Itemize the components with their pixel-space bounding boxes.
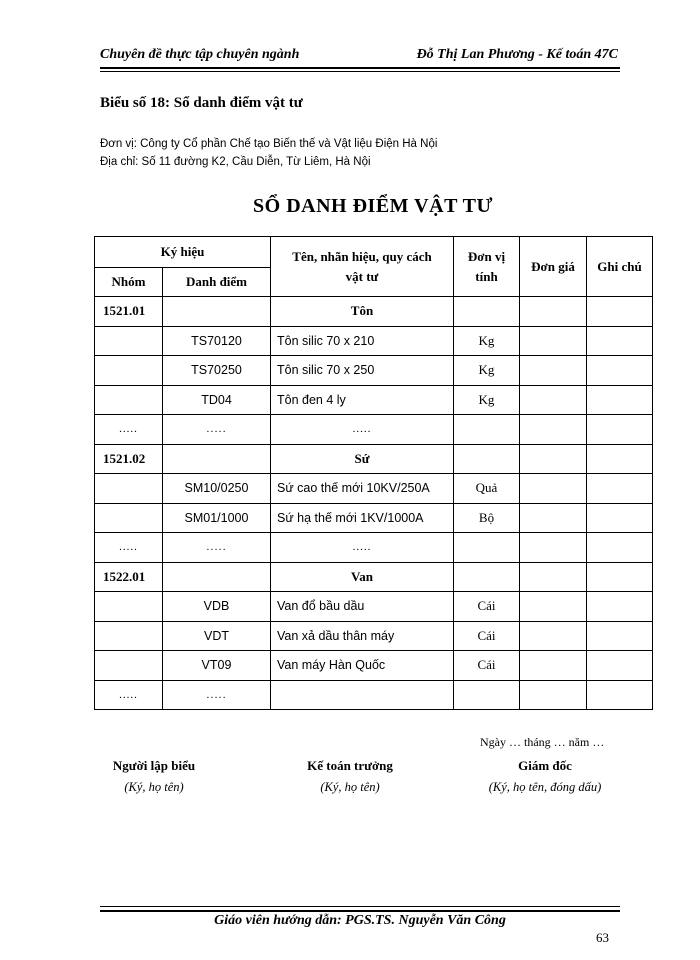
cell-don-vi: Kg: [454, 385, 520, 415]
cell-nhom: [95, 592, 163, 622]
cell-ten: Van: [271, 562, 454, 592]
cell-danh-diem: .....: [163, 680, 271, 710]
cell-don-gia: [520, 385, 587, 415]
cell-ghi-chu: [587, 651, 653, 681]
cell-ghi-chu: [587, 297, 653, 327]
cell-don-gia: [520, 444, 587, 474]
table-row: [95, 356, 653, 386]
cell-nhom: .....: [95, 533, 163, 563]
header-ghi-chu: Ghi chú: [587, 237, 653, 297]
table-row: [95, 444, 653, 474]
cell-don-gia: [520, 562, 587, 592]
cell-don-gia: [520, 592, 587, 622]
cell-ghi-chu: [587, 356, 653, 386]
table-row: [95, 680, 653, 710]
table-row: [95, 385, 653, 415]
cell-nhom: .....: [95, 680, 163, 710]
page-footer: Giáo viên hướng dẫn: PGS.TS. Nguyễn Văn Công: [214, 913, 506, 928]
cell-don-vi: [454, 415, 520, 445]
cell-ten: Tôn silic 70 x 210: [271, 326, 454, 356]
cell-nhom: 1521.01: [95, 297, 163, 327]
header-ten-line1: Tên, nhãn hiệu, quy cách: [292, 248, 432, 264]
cell-ten: Sứ hạ thế mới 1KV/1000A: [271, 503, 454, 533]
cell-don-gia: [520, 297, 587, 327]
header-rule: [100, 67, 620, 69]
cell-don-gia: [520, 533, 587, 563]
header-ky-hieu: Ký hiệu: [95, 237, 271, 268]
cell-nhom: [95, 503, 163, 533]
table-row: [95, 297, 653, 327]
cell-don-vi: [454, 562, 520, 592]
cell-ten: Sứ: [271, 444, 454, 474]
cell-ghi-chu: [587, 415, 653, 445]
cell-ten: Tôn silic 70 x 250: [271, 356, 454, 386]
cell-ghi-chu: [587, 562, 653, 592]
table-row: [95, 326, 653, 356]
cell-ghi-chu: [587, 503, 653, 533]
footer-rule-thin: [100, 906, 620, 907]
header-left-text: Chuyên đề thực tập chuyên ngành: [100, 47, 300, 62]
form-title: Biểu số 18: Sổ danh điểm vật tư: [100, 95, 303, 111]
signature-title: Giám đốc: [518, 758, 572, 773]
cell-danh-diem: TD04: [163, 385, 271, 415]
cell-nhom: .....: [95, 415, 163, 445]
table-row: [95, 415, 653, 445]
page-number: 63: [596, 930, 609, 945]
cell-nhom: [95, 651, 163, 681]
table-row: [95, 621, 653, 651]
cell-ten: Van máy Hàn Quốc: [271, 651, 454, 681]
signature-note: (Ký, họ tên, đóng dấu): [488, 780, 602, 794]
signature-title: Kế toán trưởng: [307, 758, 393, 773]
cell-nhom: [95, 621, 163, 651]
cell-ghi-chu: [587, 592, 653, 622]
cell-don-gia: [520, 621, 587, 651]
header-don-vi-line2: tính: [475, 268, 498, 284]
address-line: Địa chỉ: Số 11 đường K2, Cầu Diễn, Từ Liêm, Hà Nội: [100, 156, 371, 168]
cell-don-vi: [454, 444, 520, 474]
cell-ten: Van xả dầu thân máy: [271, 621, 454, 651]
unit-info: [100, 135, 437, 171]
cell-danh-diem: VDB: [163, 592, 271, 622]
cell-don-vi: Kg: [454, 326, 520, 356]
cell-don-gia: [520, 680, 587, 710]
table-row: [95, 533, 653, 563]
cell-don-gia: [520, 503, 587, 533]
cell-ten: .....: [271, 533, 454, 563]
signature-director: [455, 758, 635, 795]
cell-danh-diem: VT09: [163, 651, 271, 681]
cell-danh-diem: SM10/0250: [163, 474, 271, 504]
cell-don-gia: [520, 326, 587, 356]
header-don-vi: [454, 237, 520, 297]
cell-danh-diem: [163, 444, 271, 474]
header-rule-thin: [100, 71, 620, 72]
signature-note: (Ký, họ tên): [124, 780, 184, 794]
table-row: [95, 503, 653, 533]
header-ten: [271, 237, 454, 297]
cell-danh-diem: VDT: [163, 621, 271, 651]
cell-don-vi: [454, 297, 520, 327]
cell-nhom: [95, 385, 163, 415]
cell-danh-diem: .....: [163, 415, 271, 445]
table-row: [95, 592, 653, 622]
header-right-text: Đỗ Thị Lan Phương - Kế toán 47C: [416, 47, 618, 62]
cell-don-vi: Cái: [454, 592, 520, 622]
cell-don-gia: [520, 356, 587, 386]
cell-don-vi: [454, 680, 520, 710]
cell-ghi-chu: [587, 326, 653, 356]
cell-danh-diem: [163, 562, 271, 592]
table-row: [95, 651, 653, 681]
table-row: [95, 562, 653, 592]
cell-danh-diem: TS70250: [163, 356, 271, 386]
cell-ghi-chu: [587, 444, 653, 474]
table-body: [95, 297, 653, 710]
header-ten-line2: vật tư: [345, 268, 379, 284]
page-header: [100, 47, 620, 67]
cell-ghi-chu: [587, 474, 653, 504]
cell-don-vi: Bộ: [454, 503, 520, 533]
cell-ghi-chu: [587, 533, 653, 563]
cell-don-vi: Quả: [454, 474, 520, 504]
cell-danh-diem: .....: [163, 533, 271, 563]
cell-ghi-chu: [587, 621, 653, 651]
cell-ghi-chu: [587, 680, 653, 710]
cell-ghi-chu: [587, 385, 653, 415]
cell-ten: Tôn: [271, 297, 454, 327]
cell-ten: Sứ cao thế mới 10KV/250A: [271, 474, 454, 504]
cell-don-gia: [520, 651, 587, 681]
signature-preparer: [64, 758, 244, 795]
unit-line: Đơn vị: Công ty Cổ phần Chế tạo Biến thế và Vật liệu Điện Hà Nội: [100, 138, 438, 150]
cell-danh-diem: TS70120: [163, 326, 271, 356]
materials-table: [94, 236, 653, 710]
document-title: SỔ DANH ĐIỂM VẬT TƯ: [253, 195, 493, 217]
signature-note: (Ký, họ tên): [320, 780, 380, 794]
date-line: Ngày … tháng … năm …: [480, 735, 605, 749]
cell-don-vi: Kg: [454, 356, 520, 386]
header-nhom: Nhóm: [95, 268, 163, 297]
table-row: [95, 474, 653, 504]
cell-don-gia: [520, 474, 587, 504]
header-don-gia: Đơn giá: [520, 237, 587, 297]
cell-danh-diem: [163, 297, 271, 327]
cell-nhom: 1522.01: [95, 562, 163, 592]
cell-nhom: [95, 474, 163, 504]
cell-ten: [271, 680, 454, 710]
cell-don-gia: [520, 415, 587, 445]
cell-nhom: [95, 356, 163, 386]
cell-don-vi: [454, 533, 520, 563]
header-danh-diem: Danh điểm: [163, 268, 271, 297]
signature-chief-accountant: [260, 758, 440, 795]
cell-don-vi: Cái: [454, 621, 520, 651]
cell-nhom: 1521.02: [95, 444, 163, 474]
cell-danh-diem: SM01/1000: [163, 503, 271, 533]
cell-ten: .....: [271, 415, 454, 445]
cell-ten: Tôn đen 4 ly: [271, 385, 454, 415]
cell-ten: Van đổ bầu dầu: [271, 592, 454, 622]
cell-don-vi: Cái: [454, 651, 520, 681]
header-don-vi-line1: Đơn vị: [467, 248, 506, 264]
cell-nhom: [95, 326, 163, 356]
signature-title: Người lập biểu: [112, 758, 196, 773]
footer-rule: [100, 910, 620, 912]
